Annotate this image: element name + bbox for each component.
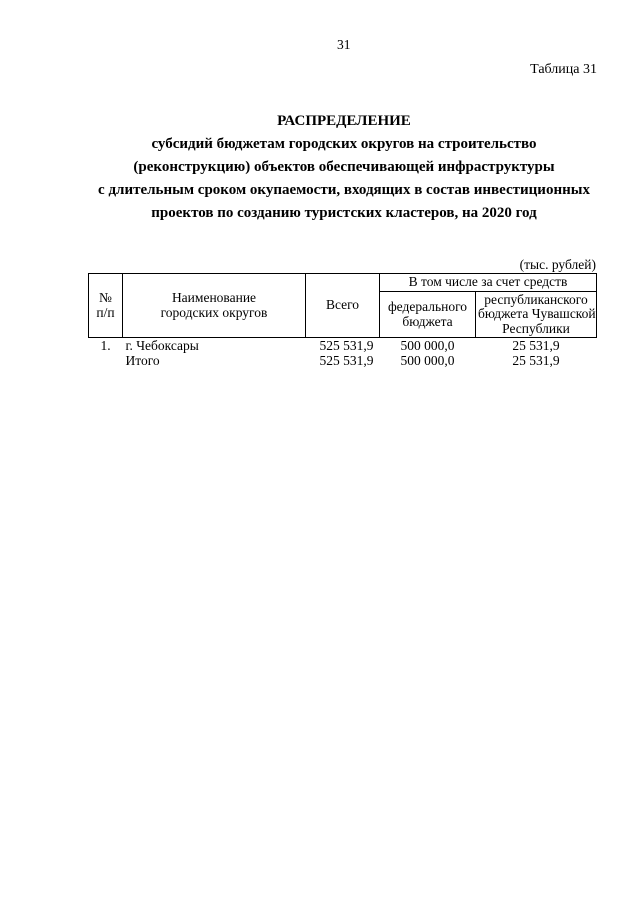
cell-total: 525 531,9 xyxy=(319,338,374,353)
document-heading xyxy=(48,110,640,225)
cell-republic: 25 531,9 xyxy=(512,352,560,368)
subsidy-table xyxy=(88,273,597,368)
table-row xyxy=(89,338,597,354)
table-label: Таблица 31 xyxy=(530,62,597,77)
header-num-line: п/п xyxy=(96,304,115,320)
units-note: (тыс. рублей) xyxy=(519,257,596,272)
header-num-line: № xyxy=(99,290,112,305)
subtitle-line: с длительным сроком окупаемости, входящих в состав инвестиционных xyxy=(98,182,590,198)
cell-federal: 500 000,0 xyxy=(400,338,455,353)
header-republic-line: бюджета Чувашской xyxy=(478,306,596,322)
subtitle-line: (реконструкцию) объектов обеспечивающей инфраструктуры xyxy=(133,159,555,175)
cell-federal: 500 000,0 xyxy=(400,352,455,368)
cell-num: 1. xyxy=(100,338,111,353)
cell-name: г. Чебоксары xyxy=(125,338,199,353)
cell-total: 525 531,9 xyxy=(319,352,374,368)
header-republic-line: Республики xyxy=(502,320,570,336)
cell-name: Итого xyxy=(125,352,160,368)
table-header-row xyxy=(89,274,597,292)
header-including: В том числе за счет средств xyxy=(380,274,597,292)
table-row-total xyxy=(89,354,597,369)
header-name xyxy=(123,274,306,338)
header-federal-line: бюджета xyxy=(402,313,453,329)
header-total: Всего xyxy=(306,274,380,338)
header-num xyxy=(89,274,123,338)
header-name-line: Наименование xyxy=(171,290,257,305)
header-name-line: городских округов xyxy=(160,304,268,320)
page-number: 31 xyxy=(337,37,351,52)
cell-republic: 25 531,9 xyxy=(512,338,560,353)
header-republic xyxy=(476,292,597,338)
cell-num xyxy=(89,354,123,369)
header-federal xyxy=(380,292,476,338)
header-federal-line: федерального xyxy=(387,299,468,314)
header-republic-line: республиканского xyxy=(484,291,588,307)
subtitle-line: проектов по созданию туристских кластеров, на 2020 год xyxy=(151,205,537,221)
document-title: РАСПРЕДЕЛЕНИЕ xyxy=(277,113,411,129)
subtitle-line: субсидий бюджетам городских округов на строительство xyxy=(151,136,537,152)
